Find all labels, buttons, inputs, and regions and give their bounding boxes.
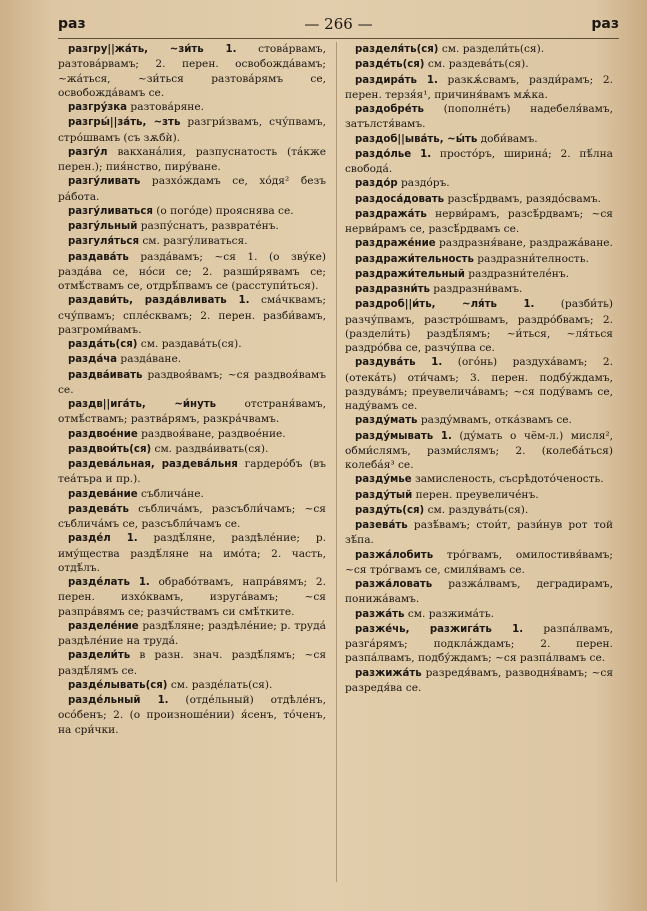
entry-headword: раздева́ть — [68, 503, 129, 515]
entry-headword: разева́ть — [355, 520, 408, 531]
entry-definition: разжа́лвамъ, деградирамъ, понижа́вамъ. — [345, 578, 613, 606]
entry-definition: (ого́нь) раздуха́вамъ; 2. (отека́ть) оти́чамъ; 3. перен. подбу́ждамъ, раздува́мъ; преувелича́вамъ; ~ся поду́вамъ се, наду́вамъ се. — [345, 356, 613, 412]
dictionary-entry — [58, 442, 326, 457]
dictionary-entry — [345, 607, 613, 622]
entry-headword: раздроб||и́ть, ~ля́ть 1. — [355, 299, 535, 311]
entry-headword: разделе́ние — [68, 620, 139, 632]
dictionary-entry — [345, 472, 613, 487]
dictionary-entry — [345, 622, 613, 666]
entry-definition: отстраня́вамъ, отмѣ́ствамъ; разтва́рямъ, разкра́чвамъ. — [58, 398, 326, 426]
dictionary-entry — [58, 250, 326, 294]
entry-definition: см. раздува́ть(ся). — [424, 503, 529, 516]
dictionary-entry — [345, 413, 613, 428]
entry-definition: раздразни́вамъ. — [429, 283, 523, 295]
entry-headword: разде́льный 1. — [68, 695, 169, 706]
dictionary-entry — [345, 429, 613, 473]
entry-headword: разгу́льный — [68, 221, 138, 232]
entry-definition: разѣ́вамъ; стои́т, рази́нув рот той зѣ́па. — [345, 519, 613, 547]
entry-definition: в разн. знач. раздѣ́лямъ; ~ся раздѣ́лямъ се. — [58, 649, 326, 677]
dictionary-entry — [345, 577, 613, 607]
dictionary-entry — [58, 352, 326, 367]
entry-definition: см. разде́лать(ся). — [167, 678, 273, 691]
dictionary-entry — [58, 42, 326, 100]
entry-headword: разду́мывать 1. — [355, 430, 452, 442]
dictionary-entry — [58, 174, 326, 204]
entry-headword: раздо́лье 1. — [355, 148, 432, 160]
entry-definition: разпу́снатъ, разврате́нъ. — [137, 220, 279, 232]
entry-headword: раздо́р — [355, 178, 398, 190]
entry-definition: (разби́ть) разчу́пвамъ, разстро́швамъ, раздро́бвамъ; 2. (раздели́ть) раздѣ́лямъ; ~и́ться, ~ля́ться раздро́бва се, разчу́пва се. — [345, 298, 614, 354]
entry-definition: тро́гвамъ, омилостивя́вамъ; ~ся тро́гвамъ се, смиля́вамъ се. — [345, 548, 613, 576]
entry-definition: съблича́не. — [137, 487, 204, 500]
entry-definition: (пополне́ть) надебеля́вамъ, затълстя́вамъ. — [345, 103, 613, 131]
entry-definition: просто́ръ, ширина́; 2. пѣ́лна свобода́. — [345, 147, 613, 175]
page-number: — 266 — — [304, 15, 373, 33]
entry-definition: см. раздава́ть(ся). — [137, 338, 242, 350]
entry-definition: разхо́ждамъ се, хо́дя² безъ ра́бота. — [58, 175, 326, 203]
entry-headword: раздвои́ть(ся) — [68, 443, 152, 455]
entry-headword: раздави́ть, разда́вливать 1. — [68, 295, 250, 307]
dictionary-entry — [58, 693, 326, 737]
entry-headword: разде́л 1. — [68, 533, 138, 545]
dictionary-entry — [345, 57, 613, 72]
entry-headword: разгры́||за́ть, ~зть — [68, 117, 181, 129]
entry-definition: раздвоя́ване, раздвое́ние. — [137, 427, 286, 440]
dictionary-entry — [58, 337, 326, 352]
entry-definition: доби́вамъ. — [477, 132, 538, 145]
entry-headword: раздража́ть — [355, 208, 427, 220]
entry-definition: раздѣ́ляне; раздѣле́ние; р. труда́ раздѣле́ние на труда́. — [58, 619, 326, 647]
dictionary-entry — [345, 355, 613, 413]
dictionary-entry — [345, 252, 613, 267]
dictionary-entry — [345, 297, 613, 355]
entry-headword: раздраже́ние — [355, 238, 436, 250]
dictionary-entry — [58, 115, 326, 145]
entry-headword: разгру́зка — [68, 102, 128, 113]
entry-headword: разделя́ть(ся) — [355, 44, 439, 55]
dictionary-entry — [58, 619, 326, 649]
dictionary-entry — [58, 502, 326, 532]
dictionary-entry — [58, 204, 326, 219]
dictionary-entry — [345, 666, 613, 696]
left-column — [58, 42, 326, 737]
dictionary-entry — [58, 487, 326, 502]
entry-headword: раздира́ть 1. — [355, 74, 438, 86]
header-rule — [58, 38, 619, 39]
entry-headword: разде́ть(ся) — [355, 59, 425, 71]
entry-headword: раздобре́ть — [355, 104, 424, 115]
entry-headword: разгу́л — [68, 146, 108, 158]
entry-definition: см. раздели́ть(ся). — [438, 43, 545, 55]
entry-headword: разду́ть(ся) — [355, 504, 425, 516]
dictionary-entry — [345, 518, 613, 548]
entry-definition: (отде́льный) отдѣле́нъ, осо́бенъ; 2. (о произноше́нии) я́сенъ, то́ченъ, на сри́чки. — [58, 694, 326, 736]
entry-definition: разгри́звамъ, счу́пвамъ, стро́швамъ (съ зѫбѝ). — [58, 116, 326, 144]
entry-definition: разтова́ряне. — [127, 101, 204, 113]
entry-definition: (ду́мать о чём-л.) мисля², обми́слямъ, разми́слямъ; 2. (колеба́ться) колеба́я³ се. — [345, 429, 613, 471]
entry-definition: стова́рвамъ, разтова́рвамъ; 2. перен. освобожда́вамъ; ~жа́ться, ~зи́ться разтова́рямъ се, освобожда́вамъ се. — [58, 43, 326, 99]
header-left-word: раз — [58, 16, 86, 32]
entry-definition: раздѣ́ляне, раздѣле́ние; р. иму́щества раздѣ́ляне на имо́та; 2. часть, отдѣ́лъ. — [58, 532, 326, 574]
entry-headword: раздоса́довать — [355, 193, 445, 205]
entry-definition: гардеро́бъ (въ теа́търа и пр.). — [58, 458, 326, 486]
dictionary-entry — [58, 368, 326, 398]
entry-headword: разгуля́ться — [68, 236, 139, 248]
dictionary-entry — [58, 678, 326, 693]
entry-headword: разде́лать 1. — [68, 577, 150, 588]
dictionary-entry — [345, 236, 613, 251]
entry-headword: разгу́ливать — [68, 176, 141, 188]
dictionary-entry — [58, 397, 326, 427]
entry-headword: разжа́лобить — [355, 549, 434, 561]
dictionary-entry — [345, 192, 613, 207]
entry-definition: нерви́рамъ, разсѣ́рдвамъ; ~ся нерви́рамъ се, разсѣ́рдвамъ се. — [345, 207, 613, 235]
entry-headword: раздева́ние — [68, 488, 138, 500]
dictionary-entry — [58, 427, 326, 442]
dictionary-entry — [58, 648, 326, 678]
entry-headword: раздва́ивать — [68, 369, 143, 381]
dictionary-entry — [345, 267, 613, 282]
entry-definition: см. раздева́ть(ся). — [424, 58, 529, 71]
entry-headword: разжа́ть — [355, 608, 405, 620]
entry-definition: разкѫ́свамъ, разди́рамъ; 2. перен. терзя́я¹, причиня́вамъ мѫ́ка. — [345, 73, 613, 101]
entry-definition: съблича́мъ, разсъбли́чамъ; ~ся съблича́мъ се, разсъбли́чамъ се. — [58, 502, 326, 530]
entry-definition: разда́ване. — [117, 353, 182, 366]
dictionary-entry — [345, 282, 613, 297]
header-right-word: раз — [591, 16, 619, 32]
entry-definition: замисленость, съсрѣдото́ченость. — [411, 473, 604, 486]
entry-definition: раздразни́теле́нъ. — [464, 267, 569, 280]
entry-definition: (о пого́де) прояснява се. — [152, 204, 294, 217]
dictionary-entry — [345, 488, 613, 503]
dictionary-entry — [345, 132, 613, 147]
dictionary-entry — [58, 145, 326, 175]
entry-headword: раздв||ига́ть, ~и́нуть — [68, 399, 217, 410]
dictionary-entry — [58, 457, 326, 487]
page-header — [58, 14, 619, 34]
entry-headword: разжижа́ть — [355, 667, 422, 679]
entry-definition: сма́чквамъ; счу́пвамъ; спле́сквамъ; 2. перен. разби́вамъ, разгроми́вамъ. — [58, 294, 326, 336]
dictionary-entry — [58, 219, 326, 234]
entry-definition: см. разгу́ливаться. — [138, 235, 248, 248]
entry-definition: перен. преувеличе́нъ. — [412, 488, 539, 501]
entry-headword: разду́тый — [355, 489, 413, 501]
entry-definition: разсѣ́рдвамъ, разядо́свамъ. — [444, 192, 602, 205]
entry-definition: разда́вамъ; ~ся 1. (о зву́ке) разда́ва се, но́си се; 2. разши́рявамъ се; отмѣ́ствамъ се, отдрѣ́пвамъ се (расступи́ться). — [58, 250, 326, 292]
entry-definition: разредя́вамъ, разводня́вамъ; ~ся разредя́ва се. — [345, 666, 613, 694]
entry-headword: раздражи́тельность — [355, 253, 474, 265]
entry-definition: раздвоя́вамъ; ~ся раздвоя́вамъ се. — [58, 368, 326, 396]
entry-definition: обрабо́твамъ, напра́вямъ; 2. перен. изхо́квамъ, изруга́вамъ; ~ся разпра́вямъ се; разчи́ствамъ си смѣ́тките. — [58, 576, 326, 618]
entry-headword: разгру||жа́ть, ~зи́ть 1. — [68, 44, 237, 55]
entry-definition: раздразня́ване, раздража́ване. — [435, 237, 613, 250]
entry-headword: разгу́ливаться — [68, 205, 153, 217]
entry-definition: см. разжима́ть. — [404, 607, 494, 620]
entry-headword: разда́ча — [68, 354, 118, 366]
dictionary-entry — [345, 548, 613, 578]
entry-headword: раздева́льная, раздева́льня — [68, 459, 238, 470]
dictionary-entry — [58, 575, 326, 619]
dictionary-entry — [345, 102, 613, 132]
right-column — [345, 42, 613, 695]
dictionary-entry — [345, 73, 613, 103]
entry-headword: раздува́ть 1. — [355, 357, 443, 369]
entry-definition: раздо́ръ. — [397, 177, 450, 190]
dictionary-entry — [58, 234, 326, 249]
entry-headword: раздражи́тельный — [355, 268, 465, 280]
entry-definition: разпа́лвамъ, разга́рямъ; подкла́ждамъ; 2. перен. разпа́лвамъ, подбу́ждамъ; ~ся разпа́лвамъ се. — [345, 622, 613, 665]
dictionary-entry — [345, 42, 613, 57]
entry-headword: раздразни́ть — [355, 284, 430, 295]
dictionary-entry — [345, 503, 613, 518]
entry-definition: разду́мвамъ, отка́звамъ се. — [417, 414, 572, 427]
dictionary-entry — [58, 531, 326, 575]
entry-definition: вакхана́лия, разпуснатость (та́кже перен.); пия́нство, пиру́ване. — [58, 145, 326, 173]
entry-definition: см. раздва́ивать(ся). — [151, 442, 269, 455]
dictionary-entry — [345, 176, 613, 191]
dictionary-entry — [345, 207, 613, 237]
entry-headword: разжа́ловать — [355, 579, 433, 590]
entry-definition: раздразни́телность. — [473, 252, 589, 265]
entry-headword: разду́мать — [355, 415, 418, 427]
dictionary-entry — [345, 147, 613, 177]
entry-headword: разда́ть(ся) — [68, 339, 138, 350]
entry-headword: раздава́ть — [68, 251, 129, 263]
entry-headword: раздели́ть — [68, 650, 131, 662]
entry-headword: раздвое́ние — [68, 428, 138, 440]
entry-headword: разде́лывать(ся) — [68, 679, 168, 691]
dictionary-entry — [58, 293, 326, 337]
dictionary-entry — [58, 100, 326, 115]
entry-headword: разже́чь, разжига́ть 1. — [355, 623, 524, 635]
column-divider — [336, 42, 337, 882]
entry-headword: разду́мье — [355, 474, 412, 486]
entry-headword: раздоб||ыва́ть, ~ы́ть — [355, 133, 478, 145]
